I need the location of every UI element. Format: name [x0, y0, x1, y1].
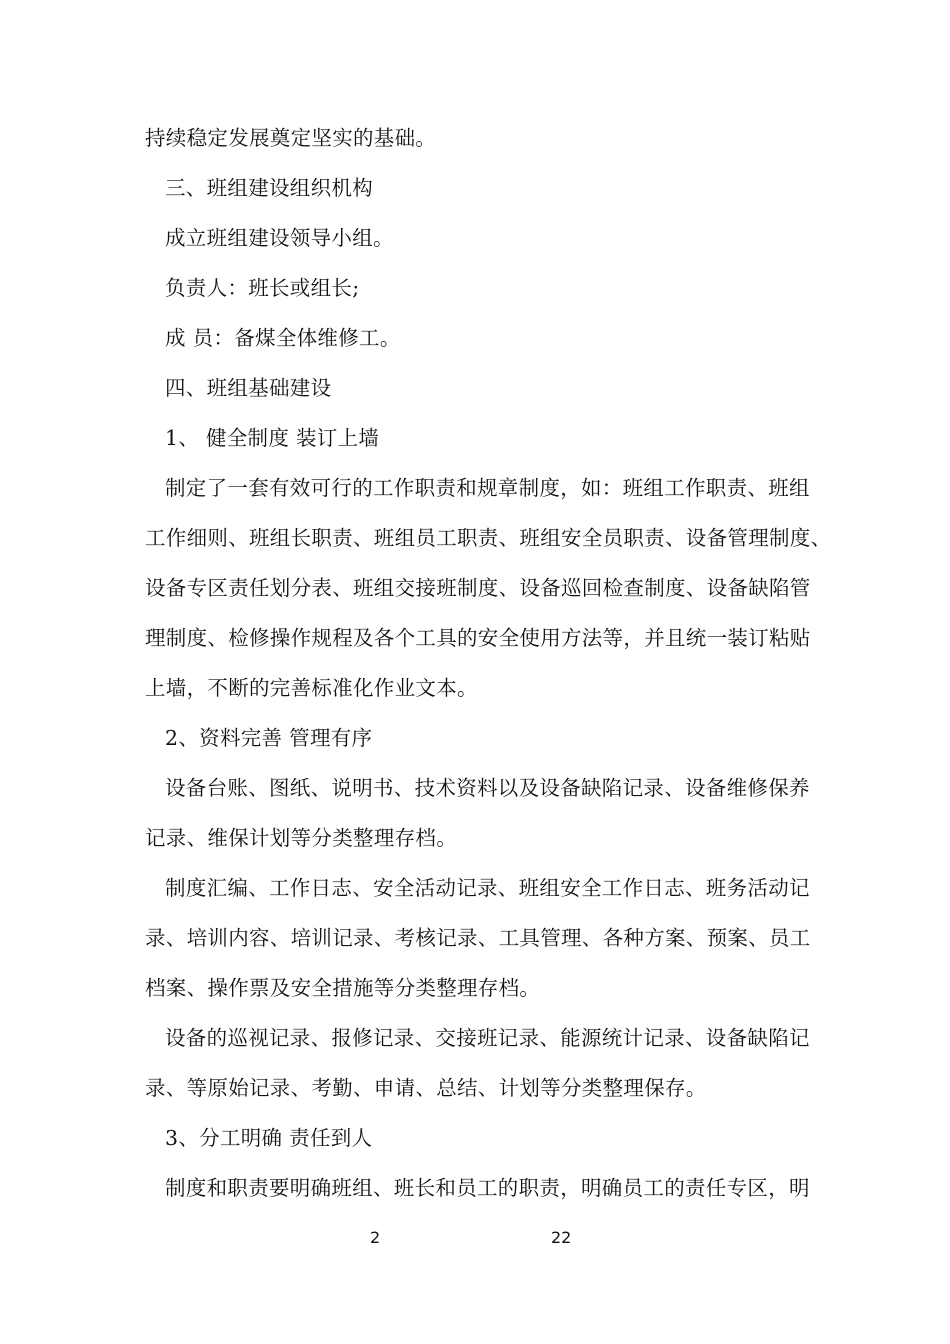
paragraph-line: 上墙，不断的完善标准化作业文本。: [145, 676, 478, 700]
paragraph-line: 成 员：备煤全体维修工。: [165, 326, 401, 350]
subsection-heading: 2、资料完善 管理有序: [165, 726, 373, 750]
paragraph-line: 负责人：班长或组长;: [165, 276, 360, 300]
paragraph-line: 录、培训内容、培训记录、考核记录、工具管理、各种方案、预案、员工: [145, 926, 811, 950]
paragraph-line: 制定了一套有效可行的工作职责和规章制度，如：班组工作职责、班组: [165, 476, 810, 500]
page-number: 2: [370, 1228, 381, 1247]
paragraph-line: 档案、操作票及安全措施等分类整理存档。: [145, 976, 541, 1000]
paragraph-line: 制度汇编、工作日志、安全活动记录、班组安全工作日志、班务活动记: [165, 876, 810, 900]
section-heading: 四、班组基础建设: [165, 376, 332, 400]
paragraph-line: 设备台账、图纸、说明书、技术资料以及设备缺陷记录、设备维修保养: [165, 776, 810, 800]
paragraph-line: 工作细则、班组长职责、班组员工职责、班组安全员职责、设备管理制度、: [145, 526, 832, 550]
paragraph-line: 成立班组建设领导小组。: [165, 226, 394, 250]
paragraph-line: 记录、维保计划等分类整理存档。: [145, 826, 457, 850]
paragraph-line: 制度和职责要明确班组、班长和员工的职责，明确员工的责任专区，明: [165, 1176, 810, 1200]
paragraph-line: 设备专区责任划分表、班组交接班制度、设备巡回检查制度、设备缺陷管: [145, 576, 811, 600]
paragraph-line: 理制度、检修操作规程及各个工具的安全使用方法等，并且统一装订粘贴: [145, 626, 811, 650]
subsection-heading: 1、 健全制度 装订上墙: [165, 426, 380, 450]
total-pages: 22: [551, 1228, 572, 1247]
section-heading: 三、班组建设组织机构: [165, 176, 373, 200]
paragraph-line: 录、等原始记录、考勤、申请、总结、计划等分类整理保存。: [145, 1076, 707, 1100]
paragraph-line: 持续稳定发展奠定坚实的基础。: [145, 126, 437, 150]
paragraph-line: 设备的巡视记录、报修记录、交接班记录、能源统计记录、设备缺陷记: [165, 1026, 810, 1050]
subsection-heading: 3、分工明确 责任到人: [165, 1126, 373, 1150]
